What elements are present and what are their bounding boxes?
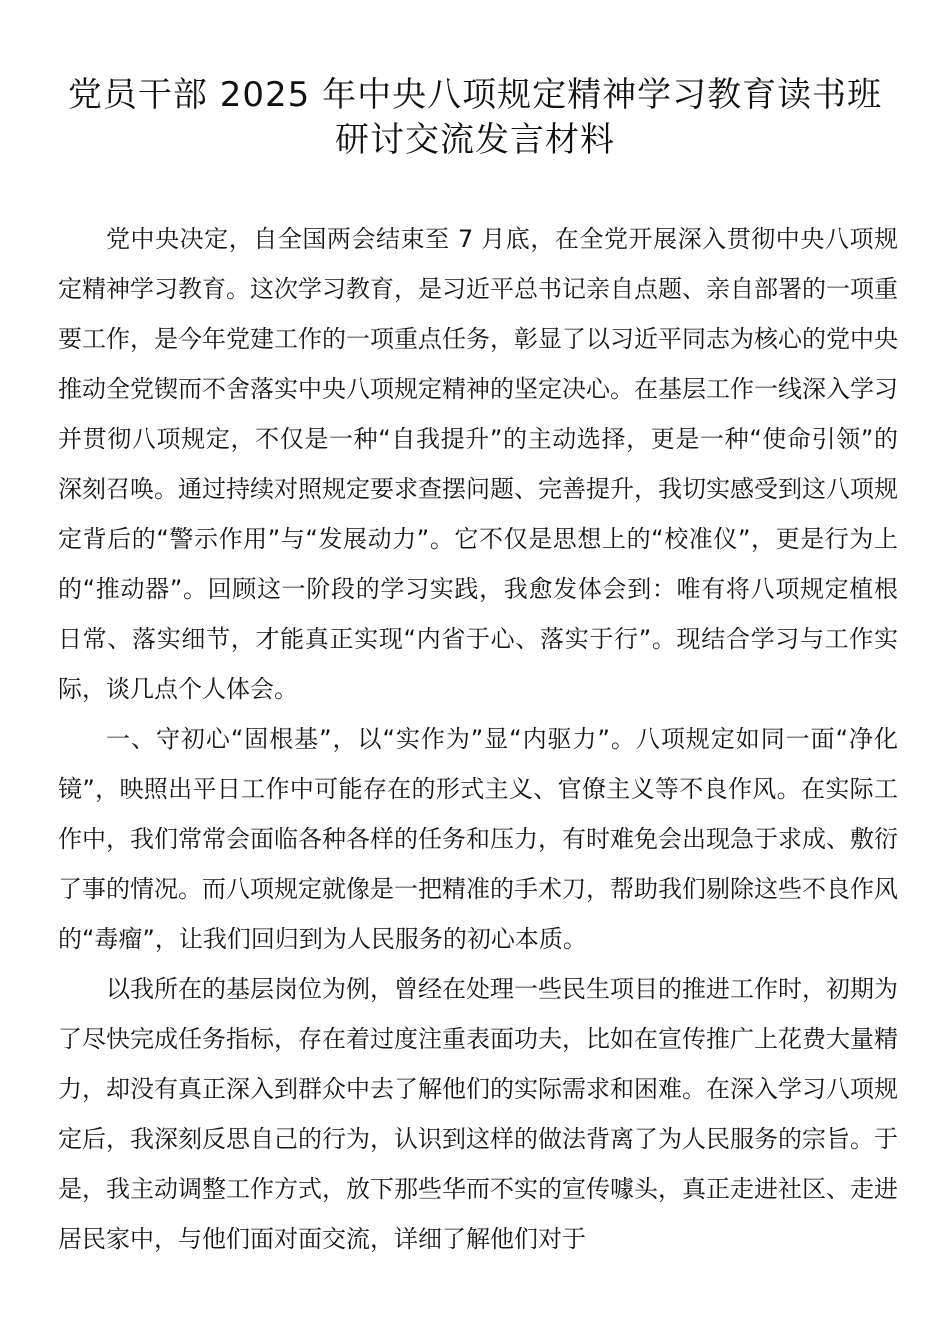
document-body — [58, 214, 898, 1264]
document-title-line-1: 党员干部 2025 年中央八项规定精神学习教育读书班 — [67, 75, 883, 115]
paragraph-section-one: 一、守初心“固根基”，以“实作为”显“内驱力”。八项规定如同一面“净化镜”，映照出平日工作中可能存在的形式主义、官僚主义等不良作风。在实际工作中，我们常常会面临各种各样的任务和压力，有时难免会出现急于求成、敷衍了事的情况。而八项规定就像是一把精准的手术刀，帮助我们剔除这些不良作风的“毒瘤”，让我们回归到为人民服务的初心本质。 — [58, 725, 898, 953]
document-title-line-2: 研讨交流发言材料 — [335, 120, 615, 160]
paragraph-example: 以我所在的基层岗位为例，曾经在处理一些民生项目的推进工作时，初期为了尽快完成任务指标，存在着过度注重表面功夫，比如在宣传推广上花费大量精力，却没有真正深入到群众中去了解他们的实际需求和困难。在深入学习八项规定后，我深刻反思自己的行为，认识到这样的做法背离了为人民服务的宗旨。于是，我主动调整工作方式，放下那些华而不实的宣传噱头，真正走进社区、走进居民家中，与他们面对面交流，详细了解他们对于 — [58, 975, 898, 1253]
paragraph-intro: 党中央决定，自全国两会结束至 7 月底，在全党开展深入贯彻中央八项规定精神学习教育。这次学习教育，是习近平总书记亲自点题、亲自部署的一项重要工作，是今年党建工作的一项重点任务，彰显了以习近平同志为核心的党中央推动全党锲而不舍落实中央八项规定精神的坚定决心。在基层工作一线深入学习并贯彻八项规定，不仅是一种“自我提升”的主动选择，更是一种“使命引领”的深刻召唤。通过持续对照规定要求查摆问题、完善提升，我切实感受到这八项规定背后的“警示作用”与“发展动力”。它不仅是思想上的“校准仪”，更是行为上的“推动器”。回顾这一阶段的学习实践，我愈发体会到：唯有将八项规定植根日常、落实细节，才能真正实现“内省于心、落实于行”。现结合学习与工作实际，谈几点个人体会。 — [58, 225, 898, 703]
